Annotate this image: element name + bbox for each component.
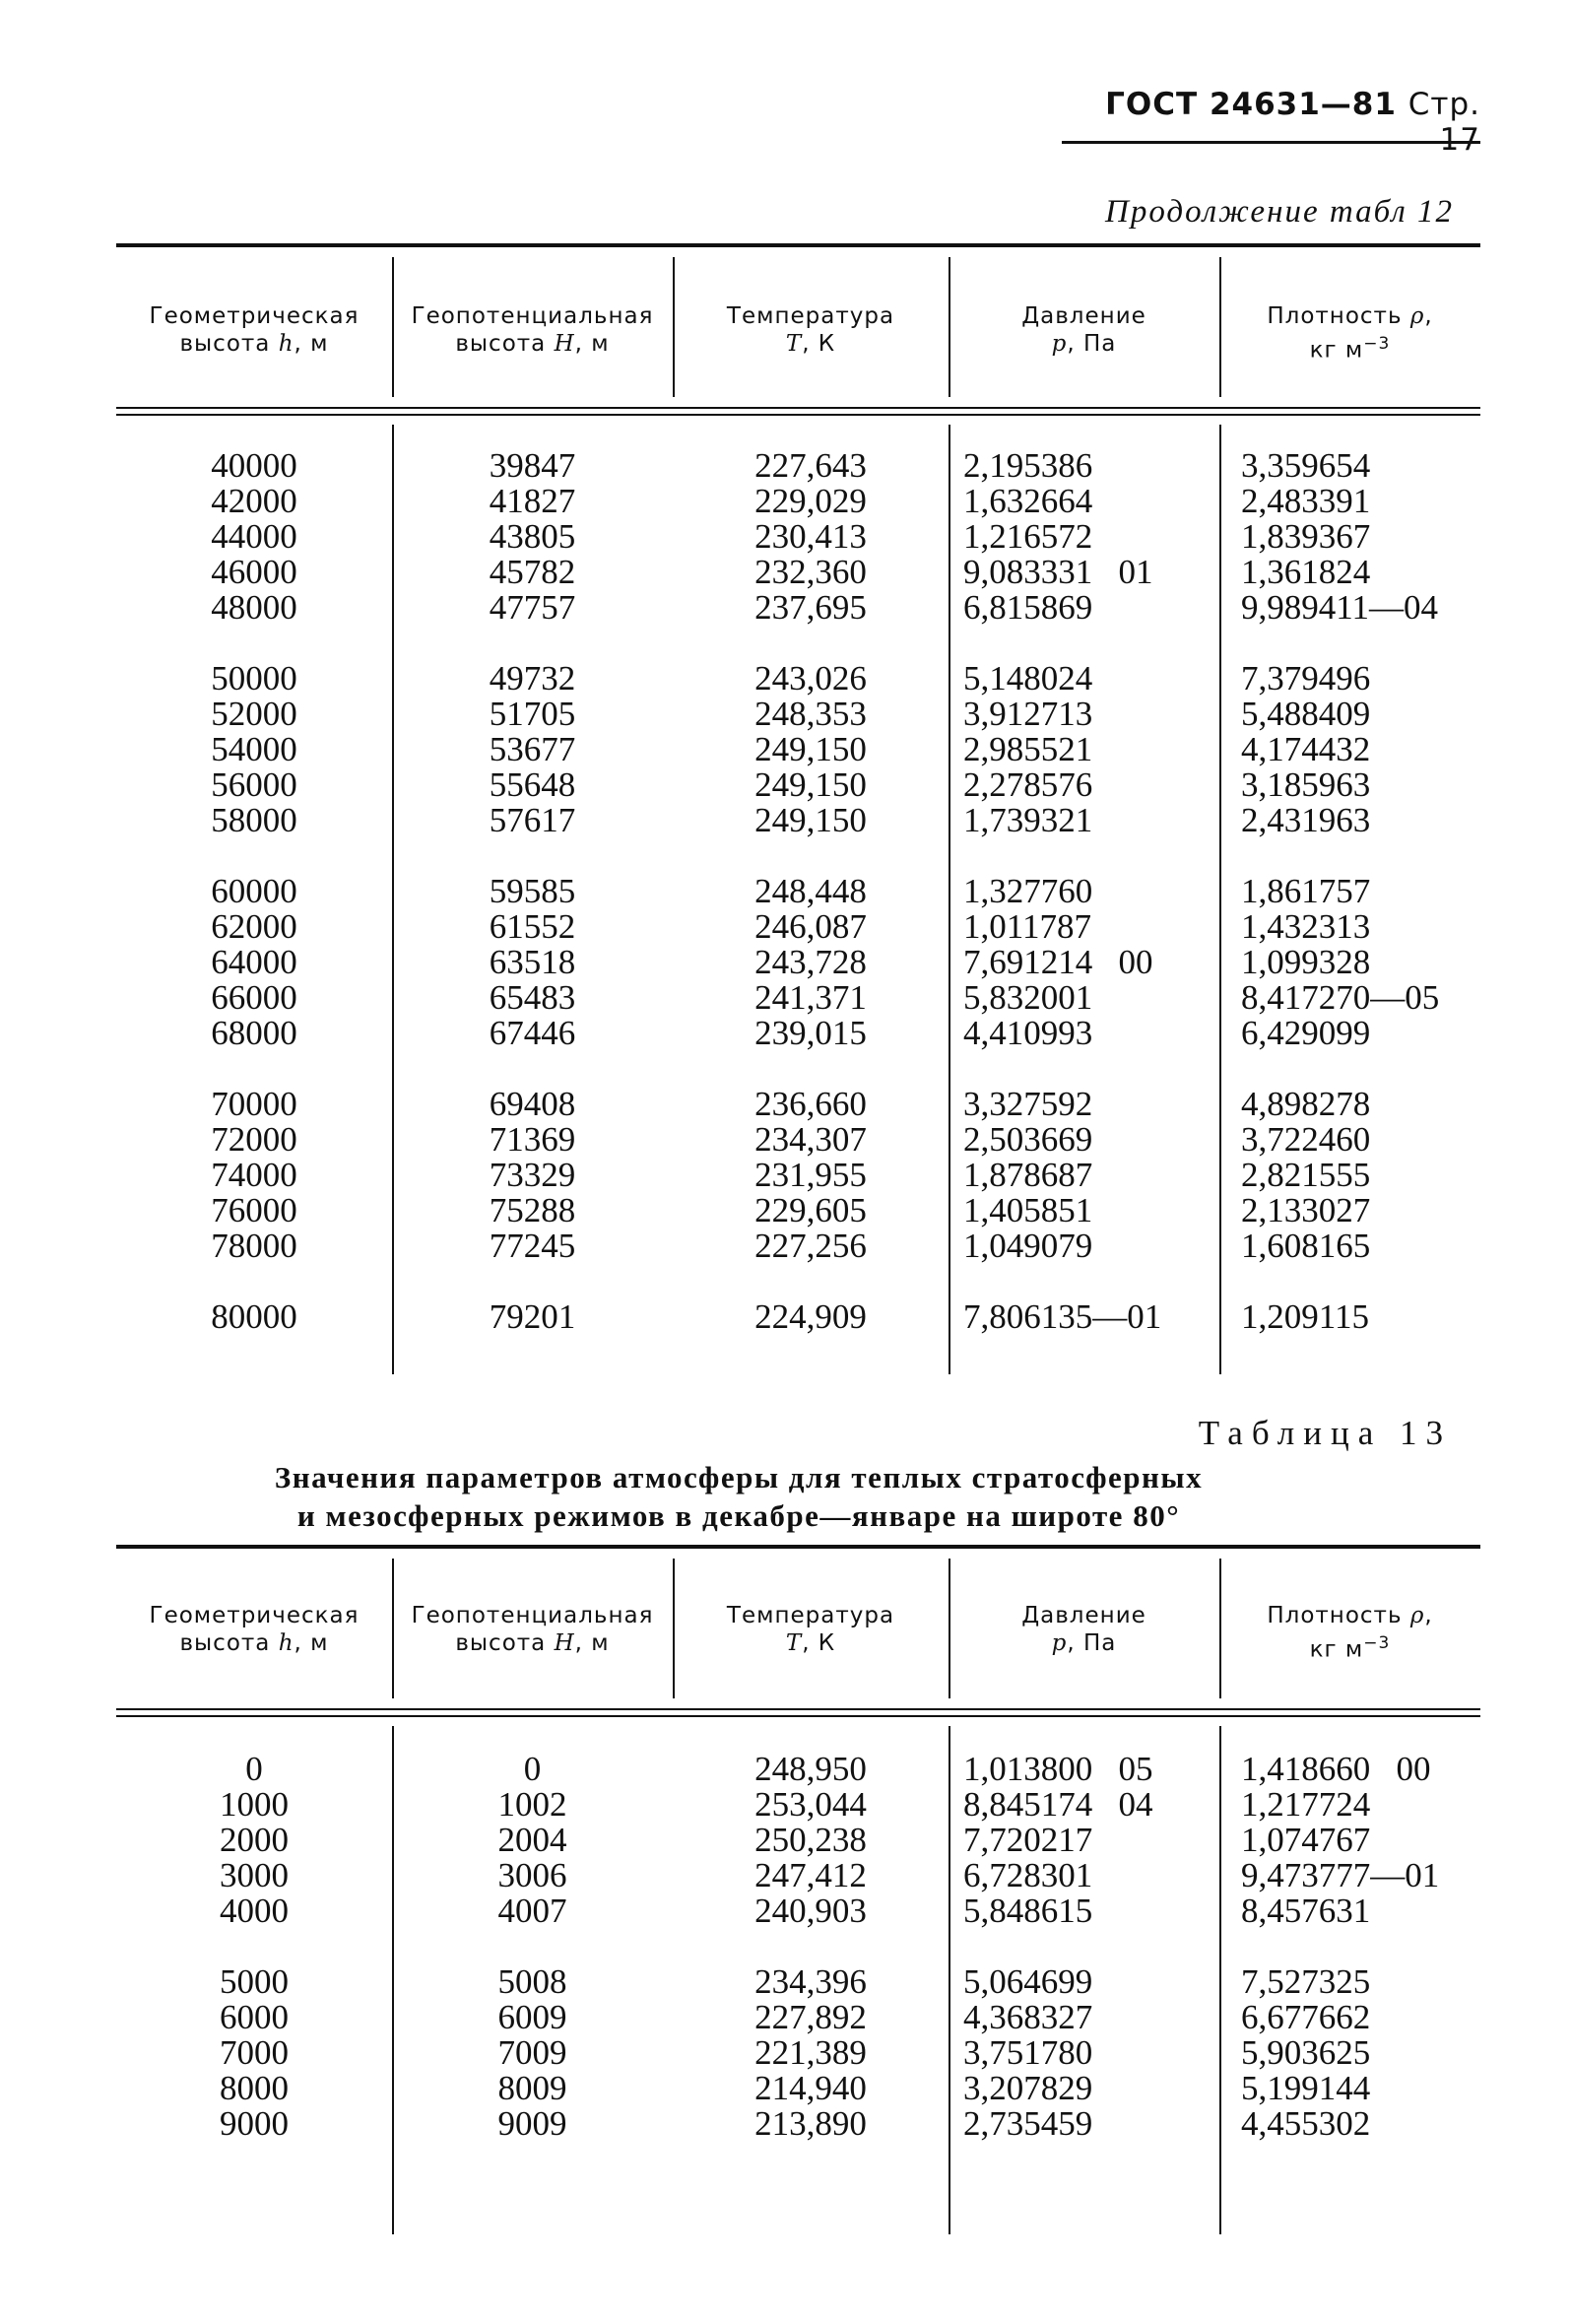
- table-cell: 248,950: [754, 1750, 867, 1788]
- table-cell: 3,185963: [1241, 765, 1371, 804]
- table-cell: 227,892: [754, 1998, 867, 2036]
- group-gap: [673, 1051, 949, 1087]
- table-cell: 240,903: [754, 1892, 867, 1930]
- table-cell: 4000: [220, 1892, 289, 1930]
- group-gap: [392, 1929, 673, 1964]
- table-cell: 8009: [497, 2069, 567, 2107]
- column-header-geometric-height: Геометрическая высота h, м: [149, 1603, 360, 1656]
- table-cell: 7,806135—01: [963, 1297, 1162, 1336]
- table-cell: 77245: [489, 1227, 576, 1265]
- table-cell: 4,898278: [1241, 1085, 1371, 1123]
- table-cell: 4,174432: [1241, 730, 1371, 768]
- table-cell: 1,013800 05: [963, 1750, 1153, 1788]
- table-cell: 7,691214 00: [963, 943, 1153, 981]
- table-cell: 8000: [220, 2069, 289, 2107]
- table-cell: 3006: [497, 1856, 567, 1894]
- table-cell: 62000: [211, 907, 297, 946]
- header-bottom-rule: [116, 1708, 1480, 1710]
- table-cell: 72000: [211, 1120, 297, 1159]
- table-cell: 5000: [220, 1962, 289, 2001]
- table-cell: 41827: [489, 482, 576, 520]
- table-cell: 1,049079: [963, 1227, 1093, 1265]
- table-cell: 236,660: [754, 1085, 867, 1123]
- table-cell: 9,473777—01: [1241, 1856, 1440, 1894]
- table-cell: 60000: [211, 872, 297, 910]
- table-cell: 3,751780: [963, 2033, 1093, 2072]
- table-cell: 5,064699: [963, 1962, 1093, 2001]
- column-header-temperature: Температура T, К: [726, 303, 895, 357]
- group-gap: [116, 838, 392, 874]
- column-geometric-height: [116, 448, 392, 1335]
- table-cell: 2,735459: [963, 2104, 1093, 2143]
- table-cell: 6009: [497, 1998, 567, 2036]
- table-cell: 54000: [211, 730, 297, 768]
- table-cell: 227,643: [754, 446, 867, 485]
- table-cell: 1,861757: [1241, 872, 1371, 910]
- table-cell: 221,389: [754, 2033, 867, 2072]
- group-gap: [392, 1264, 673, 1299]
- table-cell: 1,878687: [963, 1156, 1093, 1194]
- table-cell: 51705: [489, 695, 576, 733]
- table-cell: 1,432313: [1241, 907, 1371, 946]
- table-cell: 1002: [497, 1785, 567, 1824]
- table-cell: 241,371: [754, 978, 867, 1017]
- table-cell: 8,845174 04: [963, 1785, 1153, 1824]
- table-cell: 234,307: [754, 1120, 867, 1159]
- table-cell: 3,207829: [963, 2069, 1093, 2107]
- column-geometric-height: [116, 1752, 392, 2142]
- column-header-pressure: Давление p, Па: [1021, 1603, 1146, 1656]
- table-cell: 7000: [220, 2033, 289, 2072]
- table-cell: 4007: [497, 1892, 567, 1930]
- table-cell: 46000: [211, 553, 297, 591]
- header-bottom-rule: [116, 414, 1480, 416]
- group-gap: [392, 838, 673, 874]
- group-gap: [1241, 626, 1480, 661]
- table-cell: 9,083331 01: [963, 553, 1153, 591]
- table-cell: 243,026: [754, 659, 867, 697]
- table-continuation-label: Продолжение табл 12: [1105, 194, 1454, 230]
- table-cell: 248,448: [754, 872, 867, 910]
- table-cell: 43805: [489, 517, 576, 556]
- table-cell: 1,632664: [963, 482, 1093, 520]
- table-cell: 1,217724: [1241, 1785, 1371, 1824]
- table-cell: 65483: [489, 978, 576, 1017]
- column-header-geopotential-height: Геопотенциальная высота H, м: [411, 303, 654, 357]
- table-cell: 0: [523, 1750, 542, 1788]
- table-top-rule: [116, 243, 1480, 247]
- table-cell: 227,256: [754, 1227, 867, 1265]
- page-header: [1062, 87, 1480, 158]
- table-cell: 59585: [489, 872, 576, 910]
- table-cell: 2,195386: [963, 446, 1093, 485]
- table-cell: 68000: [211, 1014, 297, 1052]
- table-cell: 7009: [497, 2033, 567, 2072]
- table-cell: 3,912713: [963, 695, 1093, 733]
- table-cell: 79201: [489, 1297, 576, 1336]
- table-cell: 2,431963: [1241, 801, 1371, 839]
- table-cell: 55648: [489, 765, 576, 804]
- group-gap: [116, 626, 392, 661]
- header-rule: [1062, 141, 1480, 144]
- column-header-geopotential-height: Геопотенциальная высота H, м: [411, 1603, 654, 1656]
- table-cell: 249,150: [754, 730, 867, 768]
- table-cell: 1000: [220, 1785, 289, 1824]
- table-cell: 4,410993: [963, 1014, 1093, 1052]
- group-gap: [673, 838, 949, 874]
- table-cell: 247,412: [754, 1856, 867, 1894]
- table-cell: 63518: [489, 943, 576, 981]
- table-cell: 69408: [489, 1085, 576, 1123]
- table-cell: 57617: [489, 801, 576, 839]
- table-cell: 39847: [489, 446, 576, 485]
- table-cell: 1,361824: [1241, 553, 1371, 591]
- table-cell: 67446: [489, 1014, 576, 1052]
- table-cell: 2000: [220, 1821, 289, 1859]
- table-cell: 48000: [211, 588, 297, 627]
- document-number: ГОСТ 24631—81: [1105, 87, 1397, 122]
- column-geopotential-height: [392, 1752, 673, 2142]
- table-cell: 5,832001: [963, 978, 1093, 1017]
- table-cell: 229,029: [754, 482, 867, 520]
- table-cell: 234,396: [754, 1962, 867, 2001]
- group-gap: [392, 1051, 673, 1087]
- table-cell: 5008: [497, 1962, 567, 2001]
- table-cell: 75288: [489, 1191, 576, 1229]
- group-gap: [1241, 838, 1480, 874]
- table-top-rule: [116, 1545, 1480, 1549]
- table-cell: 78000: [211, 1227, 297, 1265]
- page-number: Стр. 17: [1407, 87, 1480, 158]
- table-cell: 8,457631: [1241, 1892, 1371, 1930]
- table-12: [116, 243, 1480, 1374]
- column-geopotential-height: [392, 448, 673, 1335]
- table-cell: 1,739321: [963, 801, 1093, 839]
- table-cell: 6000: [220, 1998, 289, 2036]
- table-cell: 5,488409: [1241, 695, 1371, 733]
- table-cell: 1,839367: [1241, 517, 1371, 556]
- table-cell: 249,150: [754, 765, 867, 804]
- table-cell: 49732: [489, 659, 576, 697]
- table-cell: 47757: [489, 588, 576, 627]
- table-cell: 6,429099: [1241, 1014, 1371, 1052]
- group-gap: [673, 1929, 949, 1964]
- table-cell: 1,418660 00: [1241, 1750, 1431, 1788]
- table-cell: 1,074767: [1241, 1821, 1371, 1859]
- table-cell: 61552: [489, 907, 576, 946]
- table-cell: 239,015: [754, 1014, 867, 1052]
- table-cell: 3,359654: [1241, 446, 1371, 485]
- group-gap: [1241, 1264, 1480, 1299]
- table-cell: 9009: [497, 2104, 567, 2143]
- table-cell: 71369: [489, 1120, 576, 1159]
- table-cell: 2,483391: [1241, 482, 1371, 520]
- table-cell: 9000: [220, 2104, 289, 2143]
- group-gap: [116, 1051, 392, 1087]
- table-cell: 50000: [211, 659, 297, 697]
- table-cell: 7,720217: [963, 1821, 1093, 1859]
- table-cell: 73329: [489, 1156, 576, 1194]
- table-cell: 56000: [211, 765, 297, 804]
- table-cell: 2,985521: [963, 730, 1093, 768]
- column-divider: [949, 425, 950, 1374]
- table-cell: 44000: [211, 517, 297, 556]
- table-cell: 0: [245, 1750, 263, 1788]
- table-cell: 1,209115: [1241, 1297, 1369, 1336]
- group-gap: [116, 1264, 392, 1299]
- table-cell: 213,890: [754, 2104, 867, 2143]
- table-cell: 3,327592: [963, 1085, 1093, 1123]
- table-cell: 9,989411—04: [1241, 588, 1438, 627]
- table-cell: 5,199144: [1241, 2069, 1371, 2107]
- table-cell: 2,503669: [963, 1120, 1093, 1159]
- table-cell: 53677: [489, 730, 576, 768]
- table-cell: 1,099328: [1241, 943, 1371, 981]
- group-gap: [1241, 1051, 1480, 1087]
- table-cell: 1,405851: [963, 1191, 1093, 1229]
- column-header-density: Плотность ρ, кг $м^{-3}$: [1267, 1603, 1433, 1663]
- table-cell: 70000: [211, 1085, 297, 1123]
- table-cell: 2004: [497, 1821, 567, 1859]
- table-cell: 237,695: [754, 588, 867, 627]
- column-header-density: Плотность ρ, кг $м^{-3}$: [1267, 303, 1433, 364]
- table-cell: 224,909: [754, 1297, 867, 1336]
- table-cell: 74000: [211, 1156, 297, 1194]
- column-header-temperature: Температура T, К: [726, 1603, 895, 1656]
- table-cell: 58000: [211, 801, 297, 839]
- column-header-geometric-height: Геометрическая высота h, м: [149, 303, 360, 357]
- table-cell: 40000: [211, 446, 297, 485]
- table-cell: 2,821555: [1241, 1156, 1371, 1194]
- table-cell: 5,903625: [1241, 2033, 1371, 2072]
- group-gap: [116, 1929, 392, 1964]
- group-gap: [673, 626, 949, 661]
- table-cell: 6,728301: [963, 1856, 1093, 1894]
- table-cell: 1,011787: [963, 907, 1091, 946]
- table-cell: 2,278576: [963, 765, 1093, 804]
- table-cell: 231,955: [754, 1156, 867, 1194]
- table-cell: 229,605: [754, 1191, 867, 1229]
- table-cell: 5,848615: [963, 1892, 1093, 1930]
- table-cell: 7,379496: [1241, 659, 1371, 697]
- table-cell: 6,815869: [963, 588, 1093, 627]
- table-cell: 4,368327: [963, 1998, 1093, 2036]
- table-cell: 246,087: [754, 907, 867, 946]
- table-cell: 45782: [489, 553, 576, 591]
- table-cell: 7,527325: [1241, 1962, 1371, 2001]
- table-cell: 250,238: [754, 1821, 867, 1859]
- table-cell: 42000: [211, 482, 297, 520]
- table-cell: 3000: [220, 1856, 289, 1894]
- table-13: [116, 1545, 1480, 2234]
- column-temperature: [673, 448, 949, 1335]
- table-cell: 2,133027: [1241, 1191, 1371, 1229]
- table-cell: 1,216572: [963, 517, 1093, 556]
- column-density: [1241, 1752, 1480, 2142]
- group-gap: [392, 626, 673, 661]
- column-temperature: [673, 1752, 949, 2142]
- table-cell: 6,677662: [1241, 1998, 1371, 2036]
- table-13-number: Таблица 13: [1198, 1414, 1452, 1452]
- table-cell: 5,148024: [963, 659, 1093, 697]
- table-cell: 1,327760: [963, 872, 1093, 910]
- table-cell: 52000: [211, 695, 297, 733]
- table-cell: 3,722460: [1241, 1120, 1371, 1159]
- table-cell: 243,728: [754, 943, 867, 981]
- table-cell: 253,044: [754, 1785, 867, 1824]
- table-cell: 64000: [211, 943, 297, 981]
- column-divider: [949, 1726, 950, 2234]
- table-cell: 80000: [211, 1297, 297, 1336]
- table-cell: 8,417270—05: [1241, 978, 1440, 1017]
- table-cell: 66000: [211, 978, 297, 1017]
- table-cell: 248,353: [754, 695, 867, 733]
- header-bottom-rule: [116, 1715, 1480, 1717]
- group-gap: [1241, 1929, 1480, 1964]
- group-gap: [673, 1264, 949, 1299]
- table-cell: 76000: [211, 1191, 297, 1229]
- column-header-pressure: Давление p, Па: [1021, 303, 1146, 357]
- table-cell: 232,360: [754, 553, 867, 591]
- table-cell: 249,150: [754, 801, 867, 839]
- header-bottom-rule: [116, 407, 1480, 409]
- table-cell: 230,413: [754, 517, 867, 556]
- table-cell: 4,455302: [1241, 2104, 1371, 2143]
- table-cell: 214,940: [754, 2069, 867, 2107]
- column-density: [1241, 448, 1480, 1335]
- table-13-title: Значения параметров атмосферы для теплых стратосферных и мезосферных режимов в декабре—январе на широте 80°: [274, 1460, 1204, 1533]
- table-cell: 1,608165: [1241, 1227, 1371, 1265]
